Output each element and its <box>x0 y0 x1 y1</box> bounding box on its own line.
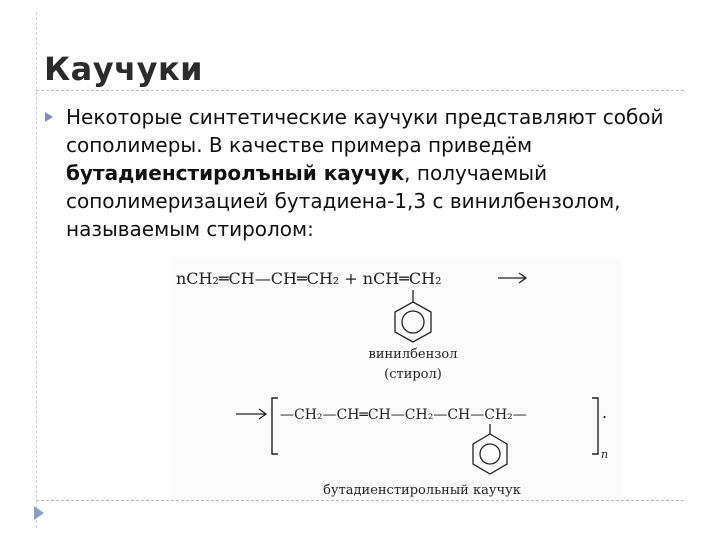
paragraph-bold-term: бутадиенстиролъный каучук <box>66 161 405 185</box>
bullet-paragraph <box>66 103 666 243</box>
polymer-chain: —CH₂—CH═CH—CH₂—CH—CH₂— <box>280 407 527 423</box>
reaction-reactants: nCH₂═CH—CH═CH₂ + nCH═CH₂ <box>176 269 442 288</box>
reaction-scheme-image <box>172 258 622 500</box>
corner-triangle-icon <box>34 506 44 520</box>
left-bracket-icon <box>272 398 278 454</box>
styrene-label: (стирол) <box>384 367 442 382</box>
footer-divider <box>36 500 684 501</box>
polymer-repeat-n: n <box>601 448 609 461</box>
period-mark: . <box>602 403 608 422</box>
product-arrow-icon <box>236 409 266 419</box>
paragraph-text-end: , получаемый сополимеризацией бутадиена-1,3 с винилбензолом, называемым стиролом: <box>66 161 621 241</box>
right-bracket-icon <box>592 398 598 454</box>
slide-title: Каучуки <box>44 50 204 88</box>
product-label: бутадиенстирольный каучук <box>323 483 521 498</box>
reaction-arrow-icon <box>498 273 526 283</box>
vinylbenzene-label: винилбензол <box>368 347 458 362</box>
paragraph-text-start: Некоторые синтетические каучуки представляют собой сополимеры. В качестве примера приведём <box>66 105 664 157</box>
title-divider <box>36 90 684 91</box>
product-benzene-ring-icon <box>473 424 507 474</box>
benzene-ring-icon <box>395 290 431 342</box>
bullet-arrow-icon <box>45 112 53 122</box>
